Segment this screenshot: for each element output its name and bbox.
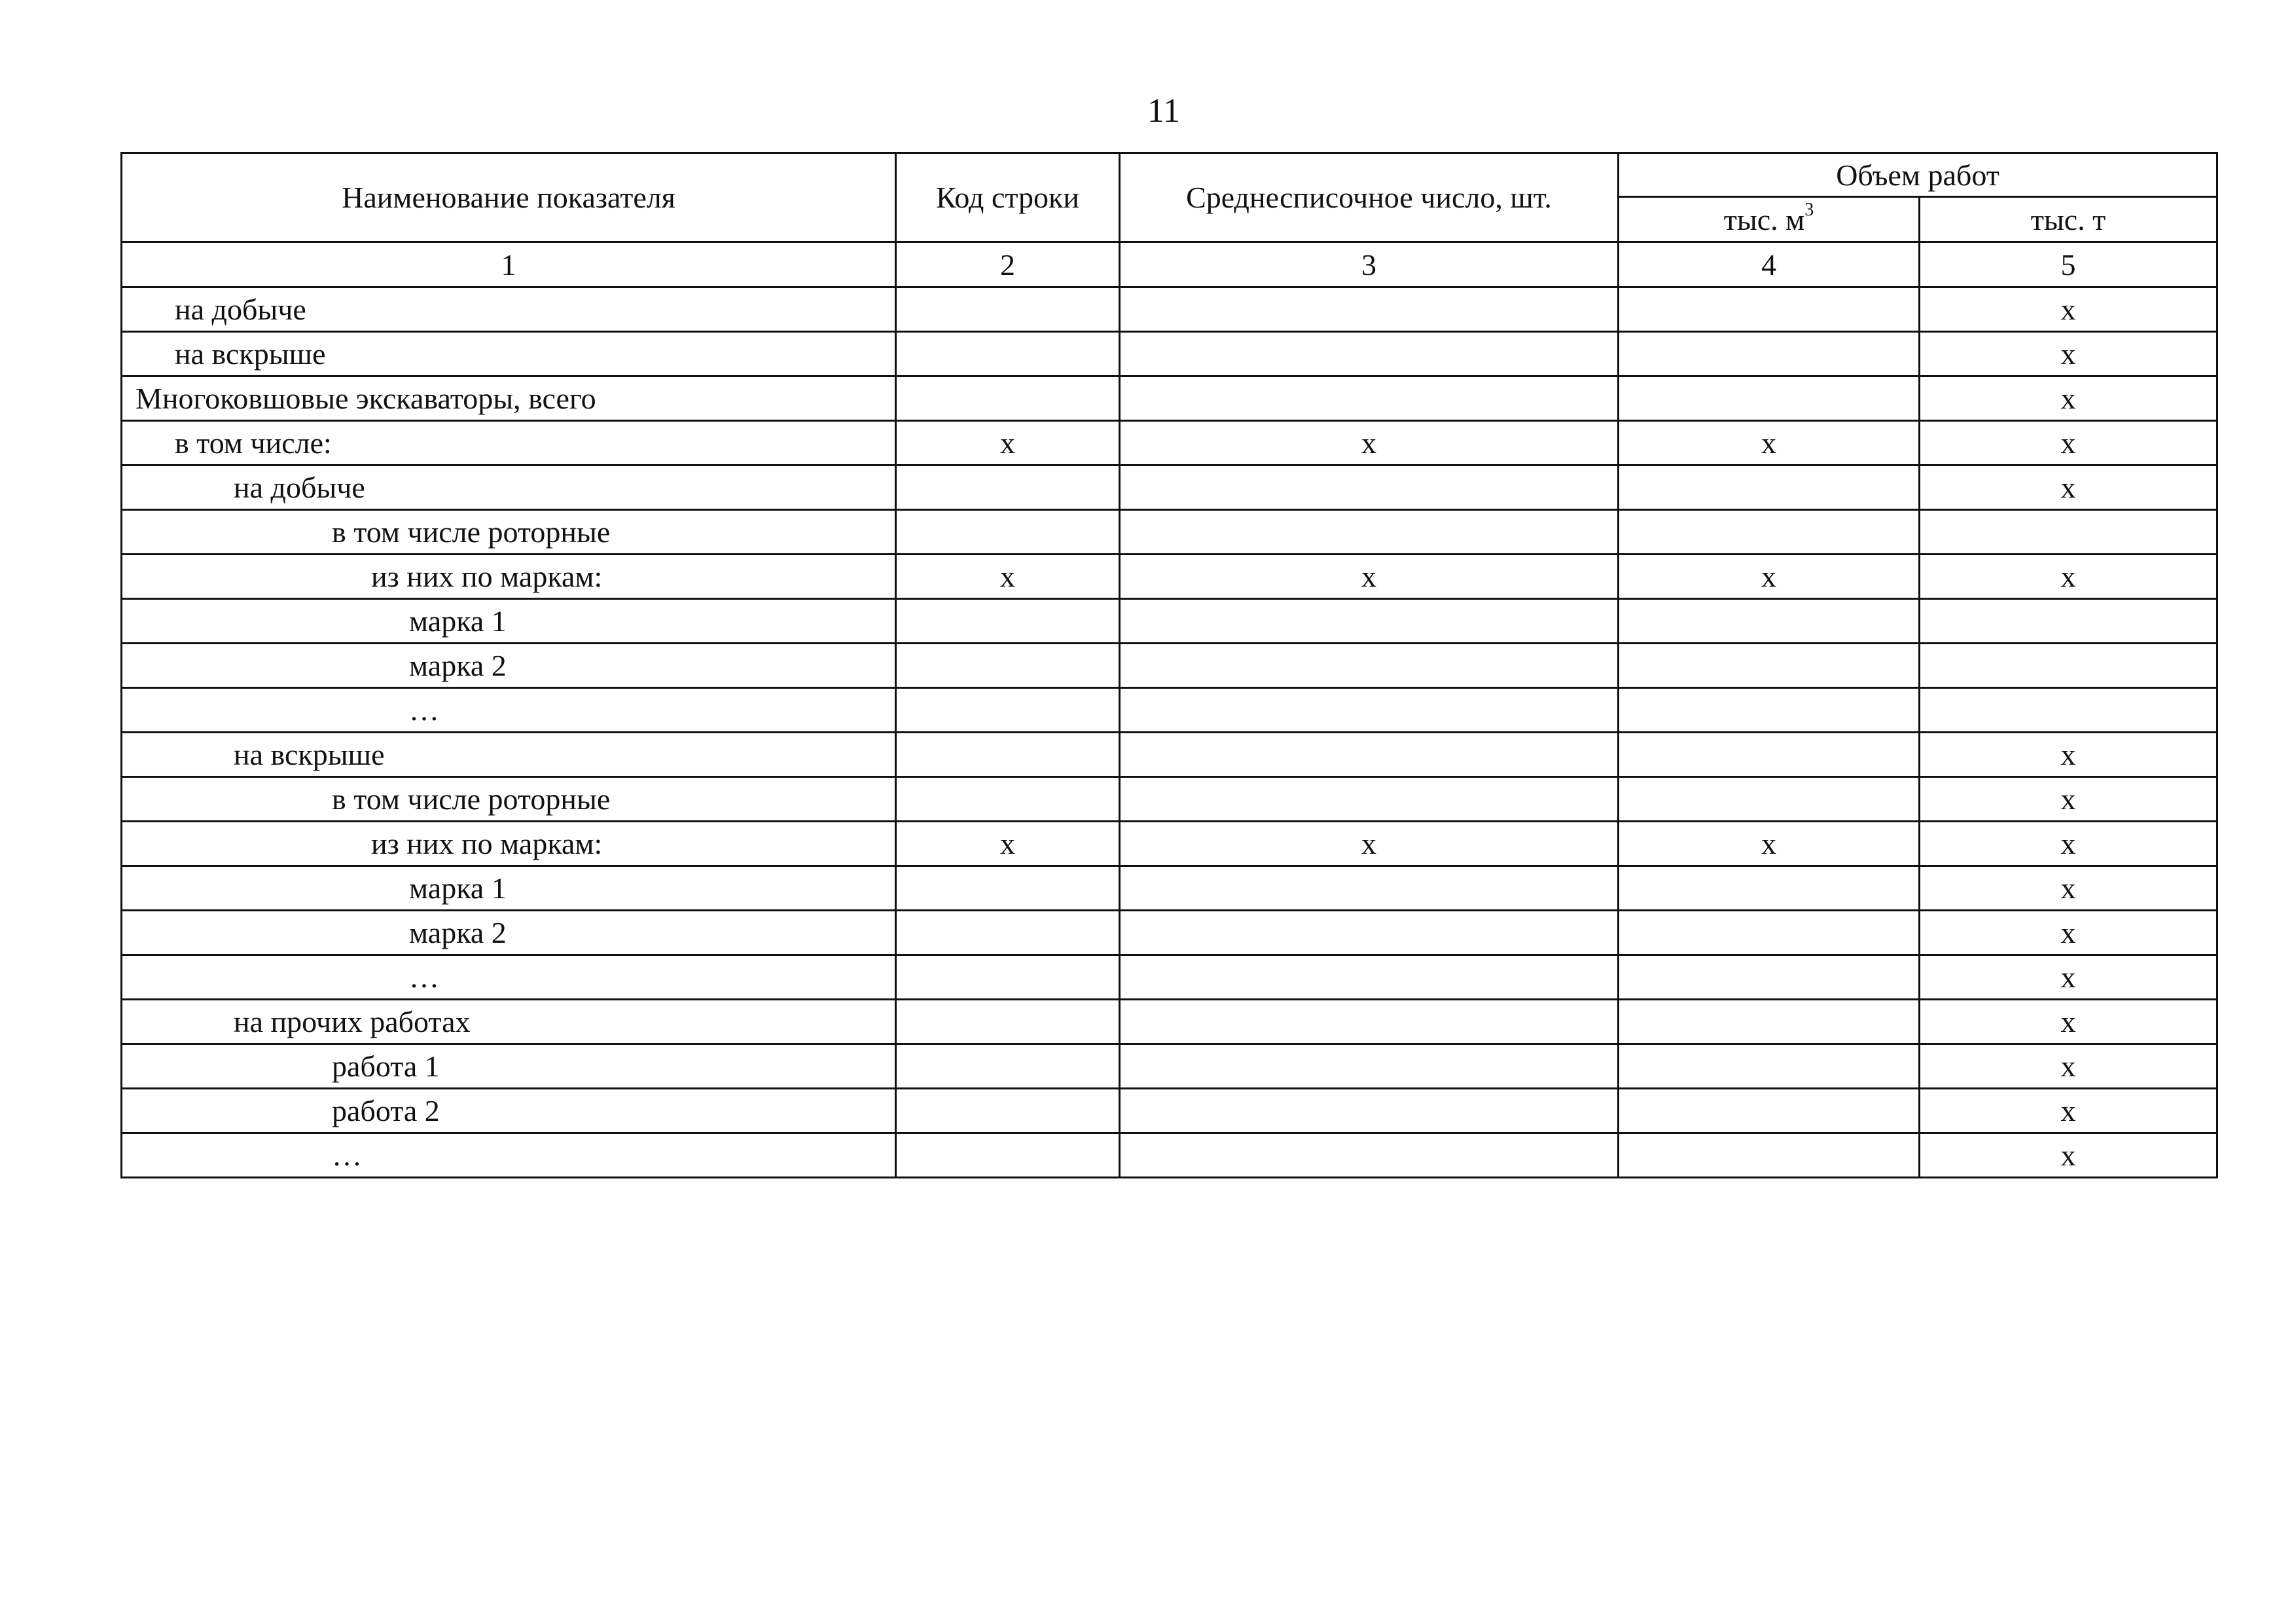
table-row — [122, 688, 2217, 733]
table-row — [122, 866, 2217, 911]
cell-average-count — [1120, 1089, 1619, 1133]
cell-volume-t: x — [1920, 421, 2217, 465]
cell-volume-m3 — [1619, 688, 1920, 733]
cell-line-code — [896, 1000, 1120, 1044]
cell-volume-t: x — [1920, 465, 2217, 510]
cell-volume-t: x — [1920, 376, 2217, 421]
table-row — [122, 644, 2217, 688]
cell-volume-m3: x — [1619, 421, 1920, 465]
cell-average-count — [1120, 376, 1619, 421]
cell-average-count — [1120, 688, 1619, 733]
cell-line-code — [896, 1089, 1120, 1133]
header-thousand-m3-text: тыс. м — [1723, 202, 1805, 236]
cell-volume-t — [1920, 599, 2217, 644]
cell-volume-m3: x — [1619, 822, 1920, 866]
cell-line-code — [896, 1044, 1120, 1089]
cell-volume-t — [1920, 644, 2217, 688]
cell-volume-t: x — [1920, 1133, 2217, 1178]
cell-volume-m3 — [1619, 1000, 1920, 1044]
cell-volume-m3 — [1619, 376, 1920, 421]
cell-average-count — [1120, 733, 1619, 777]
cell-volume-m3 — [1619, 733, 1920, 777]
cell-line-code — [896, 510, 1120, 555]
page-number: 11 — [1147, 92, 1181, 130]
cell-line-code — [896, 733, 1120, 777]
cell-volume-m3 — [1619, 1044, 1920, 1089]
table-row — [122, 733, 2217, 777]
row-name: из них по маркам: — [122, 822, 896, 866]
cell-average-count — [1120, 955, 1619, 1000]
table-row — [122, 955, 2217, 1000]
row-name: марка 2 — [122, 644, 896, 688]
column-number: 5 — [1920, 242, 2217, 287]
cell-average-count: x — [1120, 822, 1619, 866]
header-average-count: Среднесписочное число, шт. — [1120, 153, 1619, 242]
row-name: на прочих работах — [122, 1000, 896, 1044]
cell-volume-m3 — [1619, 510, 1920, 555]
row-name: марка 1 — [122, 599, 896, 644]
table-row — [122, 1000, 2217, 1044]
cell-volume-t: x — [1920, 1044, 2217, 1089]
row-name: на вскрыше — [122, 332, 896, 376]
cell-line-code — [896, 599, 1120, 644]
cell-volume-m3 — [1619, 1089, 1920, 1133]
row-name: работа 1 — [122, 1044, 896, 1089]
cell-average-count — [1120, 1000, 1619, 1044]
table-row — [122, 421, 2217, 465]
header-line-code: Код строки — [896, 153, 1120, 242]
cell-line-code: x — [896, 555, 1120, 599]
cell-volume-t: x — [1920, 287, 2217, 332]
cell-line-code — [896, 465, 1120, 510]
row-name: в том числе роторные — [122, 777, 896, 822]
cell-line-code: x — [896, 822, 1120, 866]
cell-average-count — [1120, 599, 1619, 644]
row-name: в том числе роторные — [122, 510, 896, 555]
cell-average-count — [1120, 332, 1619, 376]
cell-line-code — [896, 911, 1120, 955]
row-name: марка 2 — [122, 911, 896, 955]
row-name: на вскрыше — [122, 733, 896, 777]
row-name: на добыче — [122, 465, 896, 510]
cell-average-count — [1120, 465, 1619, 510]
cell-average-count — [1120, 911, 1619, 955]
cell-volume-t: x — [1920, 911, 2217, 955]
table-row — [122, 1044, 2217, 1089]
table-row — [122, 911, 2217, 955]
cell-volume-t: x — [1920, 733, 2217, 777]
row-name: Многоковшовые экскаваторы, всего — [122, 376, 896, 421]
cell-average-count — [1120, 777, 1619, 822]
table-row — [122, 599, 2217, 644]
cell-average-count — [1120, 866, 1619, 911]
cell-line-code — [896, 955, 1120, 1000]
column-number: 2 — [896, 242, 1120, 287]
cell-volume-t: x — [1920, 332, 2217, 376]
table-row — [122, 1089, 2217, 1133]
cell-volume-t: x — [1920, 1000, 2217, 1044]
row-name: марка 1 — [122, 866, 896, 911]
header-thousand-t: тыс. т — [1920, 197, 2217, 242]
table-row — [122, 332, 2217, 376]
column-number: 4 — [1619, 242, 1920, 287]
row-name: в том числе: — [122, 421, 896, 465]
cell-volume-t — [1920, 510, 2217, 555]
table-row — [122, 555, 2217, 599]
cell-average-count — [1120, 644, 1619, 688]
header-thousand-m3 — [1619, 197, 1920, 242]
cell-line-code — [896, 777, 1120, 822]
table-row — [122, 465, 2217, 510]
cell-line-code — [896, 376, 1120, 421]
table-row — [122, 822, 2217, 866]
cell-average-count — [1120, 1044, 1619, 1089]
cell-volume-m3 — [1619, 911, 1920, 955]
row-name: на добыче — [122, 287, 896, 332]
cell-line-code — [896, 332, 1120, 376]
cell-volume-t: x — [1920, 555, 2217, 599]
cell-volume-m3 — [1619, 599, 1920, 644]
indicators-table — [120, 152, 2218, 1178]
column-number: 1 — [122, 242, 896, 287]
cell-line-code — [896, 866, 1120, 911]
cell-volume-m3 — [1619, 777, 1920, 822]
cell-line-code — [896, 1133, 1120, 1178]
row-name: … — [122, 955, 896, 1000]
row-name: … — [122, 1133, 896, 1178]
cell-volume-t: x — [1920, 955, 2217, 1000]
table-row — [122, 1133, 2217, 1178]
cell-volume-t — [1920, 688, 2217, 733]
row-name: из них по маркам: — [122, 555, 896, 599]
table-row — [122, 777, 2217, 822]
cell-average-count: x — [1120, 555, 1619, 599]
cell-volume-t: x — [1920, 822, 2217, 866]
cell-average-count — [1120, 1133, 1619, 1178]
row-name: работа 2 — [122, 1089, 896, 1133]
cell-volume-m3 — [1619, 332, 1920, 376]
column-number: 3 — [1120, 242, 1619, 287]
table-row — [122, 510, 2217, 555]
table-row — [122, 376, 2217, 421]
cell-volume-m3 — [1619, 1133, 1920, 1178]
cell-volume-m3 — [1619, 644, 1920, 688]
header-work-volume: Объем работ — [1619, 153, 2217, 197]
cell-volume-t: x — [1920, 1089, 2217, 1133]
cell-average-count — [1120, 510, 1619, 555]
cell-volume-m3 — [1619, 287, 1920, 332]
cell-line-code — [896, 287, 1120, 332]
cell-average-count — [1120, 287, 1619, 332]
header-indicator-name: Наименование показателя — [122, 153, 896, 242]
cell-volume-m3 — [1619, 866, 1920, 911]
table-row — [122, 287, 2217, 332]
row-name: … — [122, 688, 896, 733]
cell-volume-t: x — [1920, 777, 2217, 822]
cell-volume-m3: x — [1619, 555, 1920, 599]
cell-line-code — [896, 644, 1120, 688]
cell-line-code — [896, 688, 1120, 733]
cell-volume-m3 — [1619, 465, 1920, 510]
cell-volume-m3 — [1619, 955, 1920, 1000]
cell-line-code: x — [896, 421, 1120, 465]
cell-volume-t: x — [1920, 866, 2217, 911]
cell-average-count: x — [1120, 421, 1619, 465]
header-thousand-m3-sup: 3 — [1804, 199, 1814, 220]
